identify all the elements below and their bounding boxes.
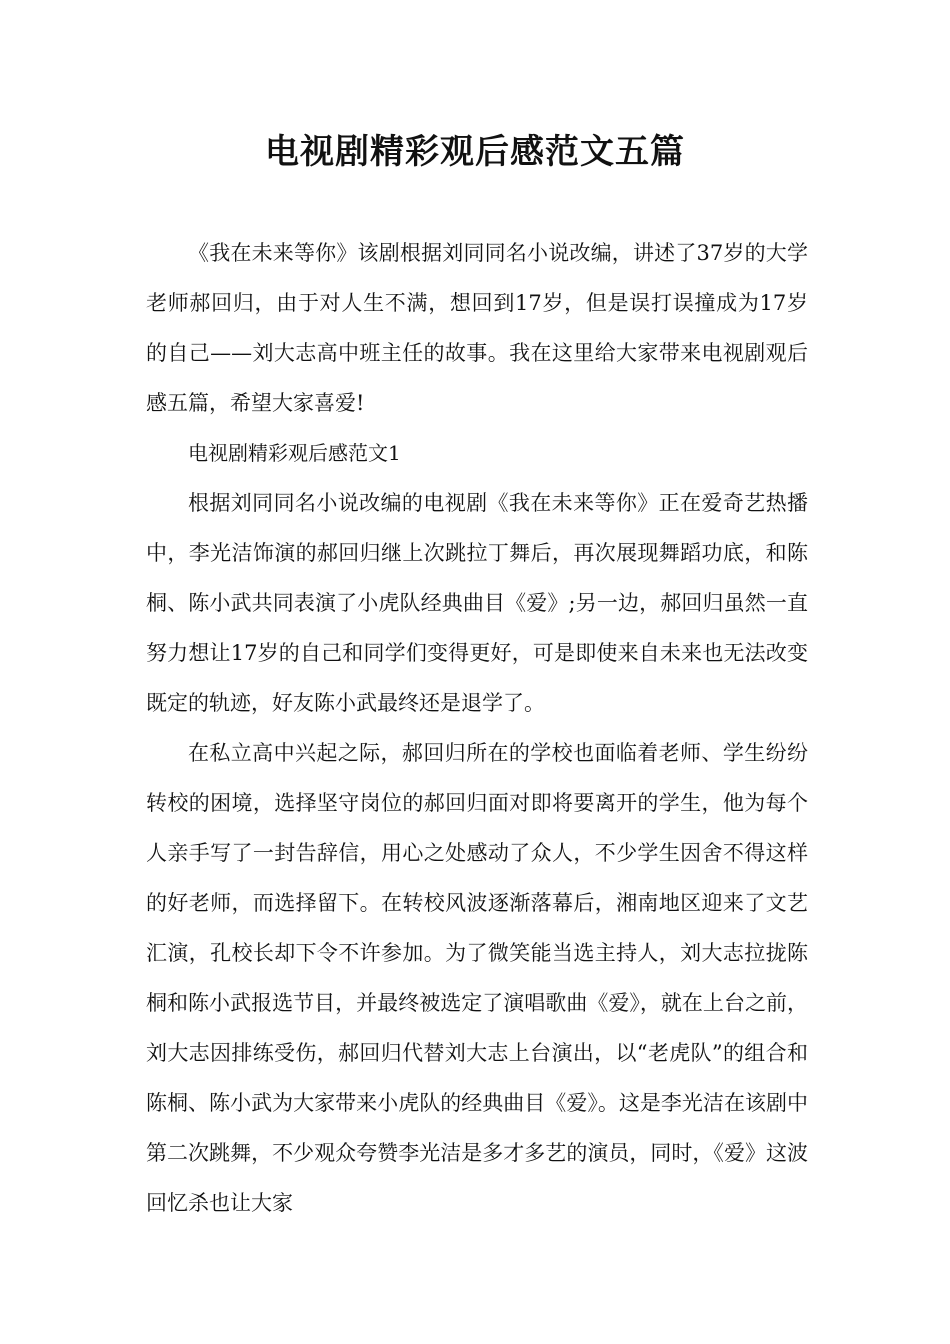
intro-paragraph: 《我在未来等你》该剧根据刘同同名小说改编，讲述了37岁的大学老师郝回归，由于对人生不满，想回到17岁，但是误打误撞成为17岁的自己——刘大志高中班主任的故事。我在这里给大家带来电视剧观后感五篇，希望大家喜爱! (146, 241, 808, 415)
section-heading: 电视剧精彩观后感范文1 (188, 441, 401, 465)
body-paragraph: 根据刘同同名小说改编的电视剧《我在未来等你》正在爱奇艺热播中，李光洁饰演的郝回归继上次跳拉丁舞后，再次展现舞蹈功底，和陈桐、陈小武共同表演了小虎队经典曲目《爱》;另一边，郝回归虽然一直努力想让17岁的自己和同学们变得更好，可是即使来自未来也无法改变既定的轨迹，好友陈小武最终还是退学了。 (146, 491, 808, 715)
body-paragraph: 在私立高中兴起之际，郝回归所在的学校也面临着老师、学生纷纷转校的困境，选择坚守岗位的郝回归面对即将要离开的学生，他为每个人亲手写了一封告辞信，用心之处感动了众人，不少学生因舍不得这样的好老师，而选择留下。在转校风波逐渐落幕后，湘南地区迎来了文艺汇演，孔校长却下令不许参加。为了微笑能当选主持人，刘大志拉拢陈桐和陈小武报选节目，并最终被选定了演唱歌曲《爱》，就在上台之前，刘大志因排练受伤，郝回归代替刘大志上台演出，以“老虎队”的组合和陈桐、陈小武为大家带来小虎队的经典曲目《爱》。这是李光洁在该剧中第二次跳舞，不少观众夸赞李光洁是多才多艺的演员，同时，《爱》这波回忆杀也让大家 (146, 741, 808, 1215)
document-title: 电视剧精彩观后感范文五篇 (265, 132, 685, 172)
document-body (146, 228, 808, 1228)
